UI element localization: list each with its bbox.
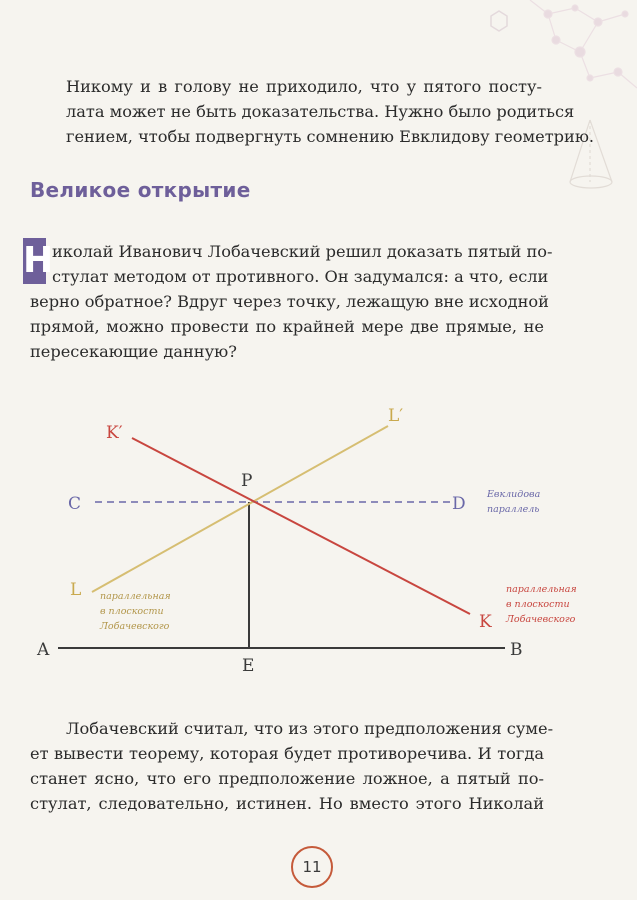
section-heading: Великое открытие [30, 178, 251, 202]
note-right-1: параллельная [506, 584, 577, 595]
label-a: A [37, 640, 50, 660]
page-number: 11 [291, 846, 333, 888]
label-d: D [452, 494, 466, 514]
hexagon-icon [491, 11, 507, 31]
note-left-3: Лобачевского [100, 621, 170, 632]
text-line: ет вывести теорему, которая будет противоречива. И тогда [30, 744, 544, 763]
text-line: Никому и в голову не приходило, что у пятого посту- [66, 77, 542, 96]
molecule-structure-icon [530, 0, 637, 88]
text-line: иколай Иванович Лобачевский решил доказать пятый по- [52, 242, 553, 261]
text-line: лата может не быть доказательства. Нужно было родиться [66, 102, 575, 121]
label-c: C [68, 494, 82, 514]
lobachevsky-parallels-diagram [0, 400, 637, 690]
label-e: E [242, 656, 255, 676]
line-kprime-k [132, 438, 470, 614]
lobachevsky-paragraph-cont [30, 289, 549, 364]
conclusion-paragraph [30, 716, 554, 816]
label-k-prime: K′ [106, 423, 123, 443]
label-l: L [70, 580, 82, 600]
text-line: прямой, можно провести по крайней мере две прямые, не [30, 317, 544, 336]
note-left-2: в плоскости [100, 606, 164, 617]
intro-paragraph [66, 74, 595, 149]
note-euclid-2: параллель [487, 504, 540, 515]
drop-cap: Н [23, 238, 46, 284]
label-k: K [479, 612, 492, 632]
line-l-lprime [92, 426, 388, 592]
note-right-2: в плоскости [506, 599, 570, 610]
text-line: Лобачевский считал, что из этого предположения суме- [66, 719, 554, 738]
label-l-prime: L′ [388, 406, 404, 426]
label-b: B [510, 640, 523, 660]
note-euclid-1: Евклидова [487, 489, 541, 500]
text-line: станет ясно, что его предположение ложное, а пятый по- [30, 769, 544, 788]
text-line: стулат, следовательно, истинен. Но вместо этого Николай [30, 794, 544, 813]
lobachevsky-paragraph [52, 239, 553, 289]
text-line: гением, чтобы подвергнуть сомнению Евклидову геометрию. [66, 127, 595, 146]
text-line: пересекающие данную? [30, 342, 237, 361]
text-line: стулат методом от противного. Он задумался: а что, если [52, 267, 549, 286]
label-p: P [241, 471, 253, 491]
note-right-3: Лобачевского [506, 614, 576, 625]
text-line: верно обратное? Вдруг через точку, лежащую вне исходной [30, 292, 549, 311]
note-left-1: параллельная [100, 591, 171, 602]
